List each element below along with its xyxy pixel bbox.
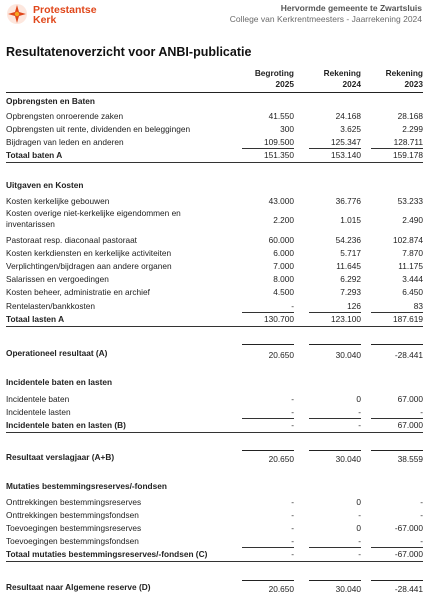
section-title-baten: Opbrengsten en Baten	[6, 96, 95, 106]
table-row: Verplichtingen/bijdragen aan andere organen 7.000 11.645 11.175	[6, 261, 423, 271]
section-title-incidenteel: Incidentele baten en lasten	[6, 377, 113, 387]
table-row: Toevoegingen bestemmingsfondsen - - -	[6, 536, 423, 546]
table-row: Bijdragen van leden en anderen 109.500 125.347 128.711	[6, 137, 423, 147]
page-title: Resultatenoverzicht voor ANBI-publicatie	[6, 45, 252, 59]
column-header-begroting-2025: Begroting 2025	[254, 68, 294, 89]
table-row: Kosten beheer, administratie en archief 4.500 7.293 6.450	[6, 287, 423, 297]
table-row: Pastoraat resp. diaconaal pastoraat 60.000 54.236 102.874	[6, 235, 423, 245]
header-divider	[6, 92, 423, 93]
table-row: Kosten overige niet-kerkelijke eigendommen en inventarissen 2.200 1.015 2.490	[6, 208, 423, 229]
result-line	[309, 344, 361, 345]
column-header-rekening-2024: Rekening 2024	[323, 68, 361, 89]
logo-text-line2: Kerk	[33, 14, 57, 26]
column-header-rekening-2023: Rekening 2023	[385, 68, 423, 89]
table-row: Toevoegingen bestemmingsreserves - 0 -67.000	[6, 523, 423, 533]
table-row: Onttrekkingen bestemmingsreserves - 0 -	[6, 497, 423, 507]
church-logo	[6, 3, 126, 27]
table-row: Rentelasten/bankkosten - 126 83	[6, 301, 423, 311]
page-header	[0, 0, 430, 40]
result-line	[242, 344, 294, 345]
table-row: Opbrengsten onroerende zaken 41.550 24.168 28.168	[6, 111, 423, 121]
church-logo-icon	[6, 3, 28, 25]
table-row: Kosten kerkelijke gebouwen 43.000 36.776 53.233	[6, 196, 423, 206]
total-divider	[6, 432, 423, 433]
table-row: Kosten kerkdiensten en kerkelijke activiteiten 6.000 5.717 7.870	[6, 248, 423, 258]
result-row-algemene-reserve: Resultaat naar Algemene reserve (D) 20.650 30.040 -28.441	[6, 582, 423, 594]
table-row: Salarissen en vergoedingen 8.000 6.292 3.444	[6, 274, 423, 284]
table-row: Incidentele lasten - - -	[6, 407, 423, 417]
result-line	[371, 344, 423, 345]
total-divider	[6, 162, 423, 163]
organization-info	[230, 3, 422, 25]
total-divider	[6, 326, 423, 327]
logo-text-line1: Protestantse	[33, 4, 97, 16]
report-subtitle: College van Kerkrentmeesters - Jaarrekening 2024	[229, 14, 422, 24]
organization-name: Hervormde gemeente te Zwartsluis	[280, 3, 422, 13]
table-row: Opbrengsten uit rente, dividenden en beleggingen 300 3.625 2.299	[6, 124, 423, 134]
total-row-incidenteel: Incidentele baten en lasten (B) - - 67.000	[6, 420, 423, 430]
table-row: Incidentele baten - 0 67.000	[6, 394, 423, 404]
total-row-baten: Totaal baten A 151.350 153.140 159.178	[6, 150, 423, 160]
section-title-lasten: Uitgaven en Kosten	[6, 180, 84, 190]
section-title-mutaties: Mutaties bestemmingsreserves/-fondsen	[6, 481, 167, 491]
total-row-mutaties: Totaal mutaties bestemmingsreserves/-fondsen (C) - - -67.000	[6, 549, 423, 559]
table-row: Onttrekkingen bestemmingsfondsen - - -	[6, 510, 423, 520]
total-row-lasten: Totaal lasten A 130.700 123.100 187.619	[6, 314, 423, 324]
result-row-verslagjaar: Resultaat verslagjaar (A+B) 20.650 30.040 38.559	[6, 452, 423, 464]
result-row-operationeel: Operationeel resultaat (A) 20.650 30.040 -28.441	[6, 348, 423, 360]
total-divider	[6, 561, 423, 562]
